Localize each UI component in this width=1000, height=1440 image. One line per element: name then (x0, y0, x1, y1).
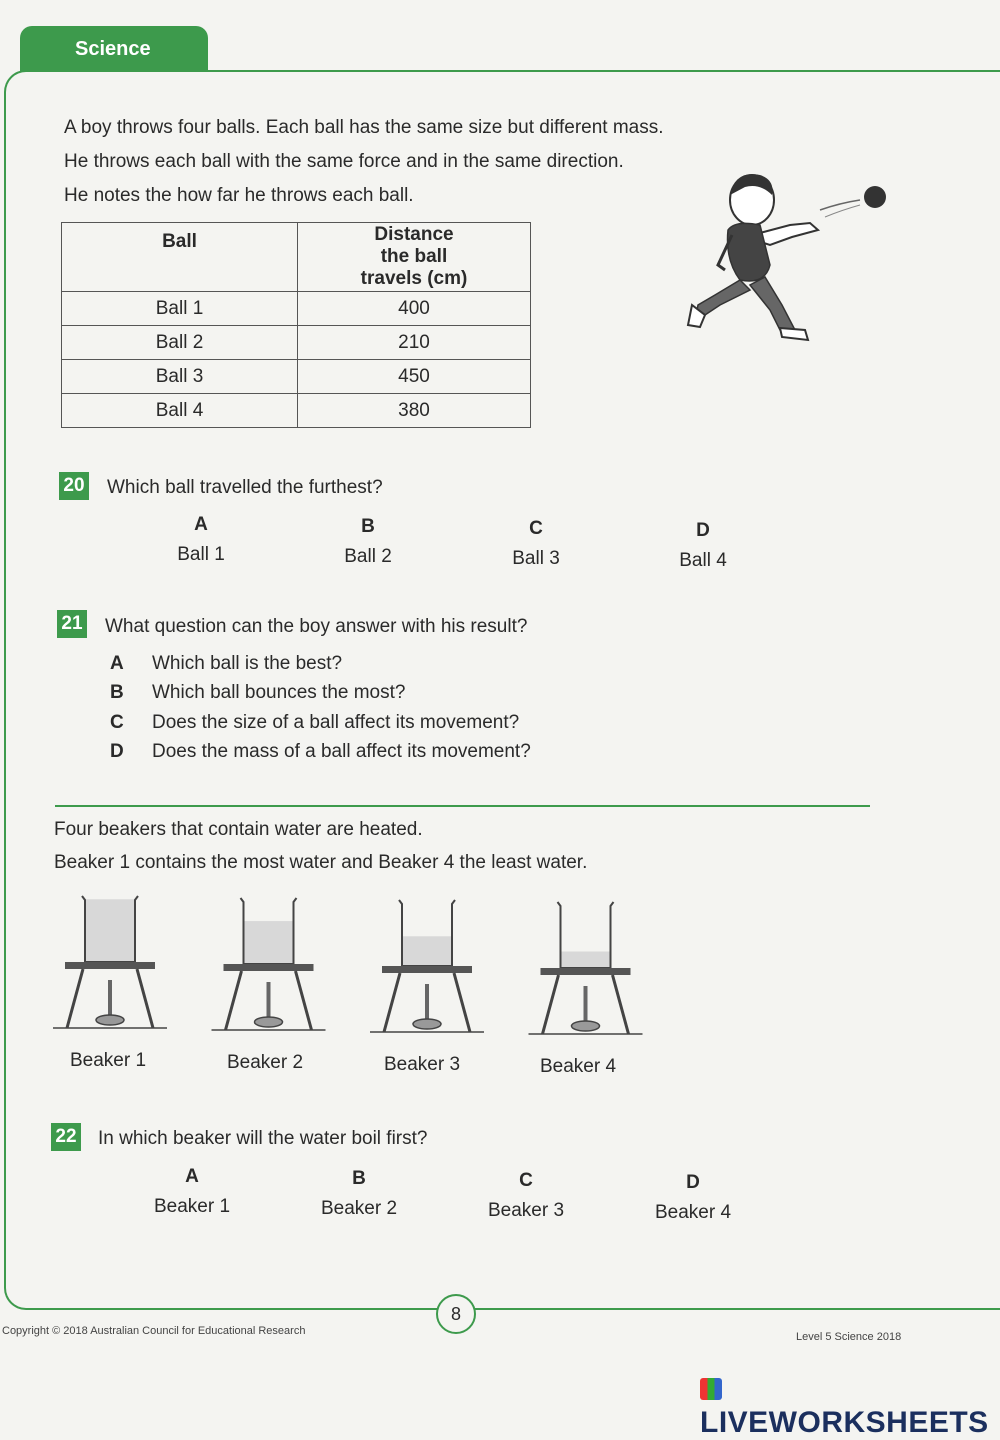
table-header-ball: Ball (62, 223, 298, 292)
brand-text: LIVEWORKSHEETS (700, 1406, 989, 1439)
intro-line-2: He throws each ball with the same force and in the same direction. (64, 151, 624, 172)
intro-line-3: He notes the how far he throws each ball. (64, 185, 414, 206)
table-cell: Ball 3 (62, 360, 298, 394)
question-20-number: 20 (59, 472, 89, 500)
liveworksheets-logo (700, 1372, 1000, 1440)
option-letter: A (110, 653, 124, 674)
beaker-2 (212, 898, 326, 1030)
q20-option-b[interactable] (308, 516, 428, 568)
option-letter: B (352, 1168, 366, 1189)
beaker-2-label: Beaker 2 (226, 1052, 304, 1073)
table-cell: Ball 1 (62, 292, 298, 326)
q22-option-c[interactable] (466, 1170, 586, 1222)
stand-top (382, 966, 472, 973)
table-header-distance: Distance the ball travels (cm) (298, 223, 531, 292)
table-row (62, 360, 531, 394)
burner-base (96, 1015, 124, 1025)
option-letter: B (361, 516, 375, 537)
beakers-illustration (45, 888, 645, 1038)
q21-option-a[interactable] (110, 653, 342, 675)
table-cell: Ball 4 (62, 394, 298, 428)
section-title: Science (75, 38, 151, 60)
option-text: Beaker 4 (654, 1202, 732, 1223)
option-text: Ball 3 (512, 548, 560, 569)
option-text: Does the mass of a ball affect its movement? (152, 741, 531, 762)
option-text: Which ball bounces the most? (152, 682, 406, 703)
option-letter: A (185, 1166, 199, 1187)
beaker-1 (53, 896, 167, 1028)
table-cell: 450 (298, 360, 531, 394)
stand-top (541, 968, 631, 975)
beaker-1-label: Beaker 1 (69, 1050, 147, 1071)
table-row (62, 292, 531, 326)
section-divider (55, 805, 870, 807)
beakers-intro-line-2: Beaker 1 contains the most water and Beaker 4 the least water. (54, 852, 588, 873)
beaker-4-label: Beaker 4 (539, 1056, 617, 1077)
table-cell: 210 (298, 326, 531, 360)
intro-line-1: A boy throws four balls. Each ball has the same size but different mass. (64, 117, 664, 138)
water-level (561, 952, 611, 969)
beaker-3-label: Beaker 3 (383, 1054, 461, 1075)
option-letter: C (519, 1170, 533, 1191)
water-level (85, 899, 135, 962)
option-text: Beaker 1 (153, 1196, 231, 1217)
question-21-number: 21 (57, 610, 87, 638)
table-row (62, 394, 531, 428)
option-letter: B (110, 682, 124, 703)
q22-option-d[interactable] (633, 1172, 753, 1224)
burner-base (255, 1017, 283, 1027)
option-letter: A (194, 514, 208, 535)
page-number: 8 (436, 1294, 476, 1334)
question-22-number: 22 (51, 1123, 81, 1151)
liveworksheets-icon (700, 1378, 722, 1400)
water-level (244, 921, 294, 964)
beakers-intro-line-1: Four beakers that contain water are heated. (54, 819, 423, 840)
copyright-text: Copyright © 2018 Australian Council for Educational Research (2, 1325, 306, 1337)
table-cell: Ball 2 (62, 326, 298, 360)
burner-base (572, 1021, 600, 1031)
q20-option-a[interactable] (141, 514, 261, 566)
option-letter: C (110, 712, 124, 733)
q21-option-b[interactable] (110, 682, 405, 704)
stand-top (224, 964, 314, 971)
level-text: Level 5 Science 2018 (796, 1331, 902, 1343)
beaker-4 (529, 902, 643, 1034)
option-text: Ball 1 (177, 544, 225, 565)
q20-option-d[interactable] (643, 520, 763, 572)
q22-option-a[interactable] (132, 1166, 252, 1218)
question-22-text: In which beaker will the water boil first? (98, 1128, 428, 1149)
option-letter: D (686, 1172, 700, 1193)
water-level (402, 936, 452, 966)
boy-throwing-ball-illustration (670, 165, 900, 355)
q21-option-c[interactable] (110, 712, 519, 734)
option-text: Beaker 3 (487, 1200, 565, 1221)
option-text: Beaker 2 (320, 1198, 398, 1219)
burner-base (413, 1019, 441, 1029)
option-letter: D (110, 741, 124, 762)
question-20-text: Which ball travelled the furthest? (107, 477, 383, 498)
q20-option-c[interactable] (476, 518, 596, 570)
question-21-text: What question can the boy answer with his result? (105, 616, 528, 637)
q22-option-b[interactable] (299, 1168, 419, 1220)
distance-table (61, 222, 531, 428)
table-cell: 380 (298, 394, 531, 428)
option-text: Which ball is the best? (152, 653, 343, 674)
stand-top (65, 962, 155, 969)
option-text: Ball 4 (679, 550, 727, 571)
option-letter: D (696, 520, 710, 541)
option-letter: C (529, 518, 543, 539)
table-cell: 400 (298, 292, 531, 326)
table-row (62, 326, 531, 360)
option-text: Ball 2 (344, 546, 392, 567)
option-text: Does the size of a ball affect its movement? (152, 712, 520, 733)
section-tab (20, 26, 208, 72)
table-header-row (62, 223, 531, 292)
q21-option-d[interactable] (110, 741, 531, 763)
beaker-3 (370, 900, 484, 1032)
